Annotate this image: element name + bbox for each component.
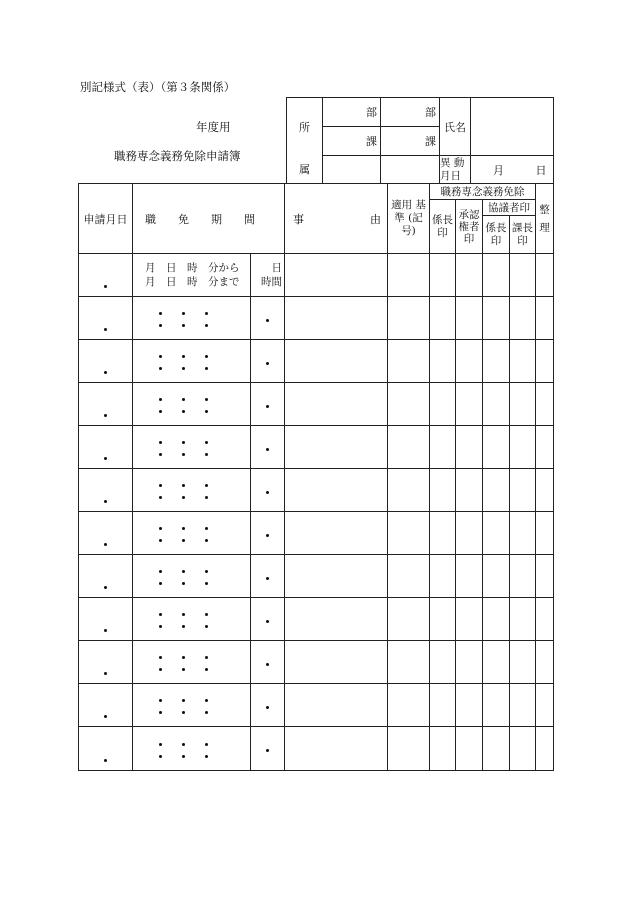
standard-cell[interactable] [388, 340, 430, 383]
approver-seal-cell[interactable] [456, 383, 483, 426]
days-cell[interactable] [251, 512, 285, 555]
approver-seal-cell[interactable] [456, 512, 483, 555]
seiri-cell[interactable] [536, 512, 554, 555]
period-cell[interactable] [133, 727, 251, 771]
approver-seal-cell[interactable] [456, 641, 483, 684]
chief-seal-cell[interactable] [430, 383, 456, 426]
table-row [79, 684, 554, 727]
consult-chief-cell[interactable] [483, 297, 510, 340]
consult-chief-cell[interactable] [483, 598, 510, 641]
consult-section-cell[interactable] [510, 383, 536, 426]
month-label: 月 [493, 163, 504, 177]
date-cell[interactable] [79, 598, 133, 641]
date-cell[interactable] [79, 512, 133, 555]
date-cell[interactable] [79, 426, 133, 469]
chief-seal-cell[interactable] [430, 727, 456, 771]
days-cell[interactable] [251, 469, 285, 512]
table-row [79, 383, 554, 426]
days-cell[interactable] [251, 598, 285, 641]
consult-chief-cell[interactable] [483, 641, 510, 684]
reason-cell[interactable] [285, 727, 388, 771]
date-cell[interactable] [79, 297, 133, 340]
period-cell[interactable] [133, 383, 251, 426]
consult-chief-cell[interactable] [483, 426, 510, 469]
period-cell[interactable] [133, 641, 251, 684]
approver-seal-cell[interactable] [456, 684, 483, 727]
affiliation-box [286, 97, 554, 184]
consult-chief-cell[interactable] [483, 727, 510, 771]
consult-section-cell[interactable] [510, 598, 536, 641]
approver-seal-cell[interactable] [456, 254, 483, 297]
approver-seal-cell[interactable] [456, 426, 483, 469]
approver-seal-cell[interactable] [456, 297, 483, 340]
transfer-date-field[interactable] [471, 156, 554, 184]
reason-cell[interactable] [285, 340, 388, 383]
consult-chief-cell[interactable] [483, 469, 510, 512]
header-seiri: 整 理 [536, 184, 554, 254]
date-cell[interactable] [79, 555, 133, 598]
consult-section-cell[interactable] [510, 340, 536, 383]
seiri-cell[interactable] [536, 727, 554, 771]
seiri-cell[interactable] [536, 641, 554, 684]
standard-cell[interactable] [388, 598, 430, 641]
chief-seal-cell[interactable] [430, 469, 456, 512]
table-row [79, 426, 554, 469]
affiliation-field-1[interactable] [323, 156, 381, 184]
header-date: 申請月日 [79, 184, 133, 254]
date-cell[interactable] [79, 340, 133, 383]
table-row [79, 598, 554, 641]
chief-seal-cell[interactable] [430, 340, 456, 383]
standard-cell[interactable] [388, 297, 430, 340]
reason-cell[interactable] [285, 684, 388, 727]
table-row [79, 512, 554, 555]
chief-seal-cell[interactable] [430, 512, 456, 555]
consult-chief-cell[interactable] [483, 684, 510, 727]
days-cell[interactable] [251, 383, 285, 426]
chief-seal-cell[interactable] [430, 555, 456, 598]
consult-chief-cell[interactable] [483, 512, 510, 555]
consult-section-cell[interactable] [510, 297, 536, 340]
reason-cell[interactable] [285, 297, 388, 340]
days-cell[interactable] [251, 555, 285, 598]
standard-cell[interactable] [388, 727, 430, 771]
table-row [79, 469, 554, 512]
consult-section-cell[interactable] [510, 555, 536, 598]
consult-chief-cell[interactable] [483, 555, 510, 598]
standard-cell[interactable] [388, 684, 430, 727]
bu-cell-1: 部 [323, 98, 381, 127]
period-cell[interactable]: 月 日 時 分から 月 日 時 分まで [133, 254, 251, 297]
chief-seal-cell[interactable] [430, 297, 456, 340]
period-cell[interactable] [133, 469, 251, 512]
standard-cell[interactable] [388, 641, 430, 684]
approver-seal-cell[interactable] [456, 469, 483, 512]
date-cell[interactable] [79, 254, 133, 297]
header-consult-chief: 係長 印 [483, 216, 510, 254]
consult-chief-cell[interactable] [483, 254, 510, 297]
table-row [79, 555, 554, 598]
header-reason [285, 184, 388, 254]
consult-section-cell[interactable] [510, 254, 536, 297]
reason-cell[interactable] [285, 469, 388, 512]
standard-cell[interactable] [388, 426, 430, 469]
reason-cell[interactable] [285, 641, 388, 684]
year-label: 年度用 [196, 120, 231, 134]
days-cell[interactable] [251, 641, 285, 684]
consult-section-cell[interactable] [510, 641, 536, 684]
standard-cell[interactable] [388, 383, 430, 426]
seiri-cell[interactable] [536, 426, 554, 469]
date-cell[interactable] [79, 383, 133, 426]
chief-seal-cell[interactable] [430, 426, 456, 469]
period-cell[interactable] [133, 555, 251, 598]
period-cell[interactable] [133, 684, 251, 727]
seiri-cell[interactable] [536, 297, 554, 340]
table-row [79, 727, 554, 771]
seiri-cell[interactable] [536, 598, 554, 641]
period-cell[interactable] [133, 598, 251, 641]
consult-chief-cell[interactable] [483, 383, 510, 426]
shozoku-label-bottom: 属 [287, 156, 323, 184]
header-consult-group: 協議者印 [483, 200, 536, 216]
days-cell[interactable] [251, 684, 285, 727]
header-reason-left: 事 [293, 212, 304, 226]
approver-seal-cell[interactable] [456, 340, 483, 383]
date-cell[interactable] [79, 641, 133, 684]
header-reason-right: 由 [370, 212, 381, 226]
seiri-cell[interactable] [536, 383, 554, 426]
days-cell[interactable]: 日 時間 [251, 254, 285, 297]
consult-section-cell[interactable] [510, 469, 536, 512]
header-approver-seal: 承認 権者 印 [456, 200, 483, 254]
date-cell[interactable] [79, 469, 133, 512]
standard-cell[interactable] [388, 512, 430, 555]
ka-cell-1: 課 [323, 127, 381, 156]
reason-cell[interactable] [285, 598, 388, 641]
chief-seal-cell[interactable] [430, 254, 456, 297]
header-standard: 適用 基準 (記号) [388, 184, 430, 254]
form-caption: 別記様式（表）（第３条関係） [80, 80, 236, 94]
approver-seal-cell[interactable] [456, 727, 483, 771]
period-cell[interactable] [133, 426, 251, 469]
chief-seal-cell[interactable] [430, 684, 456, 727]
reason-cell[interactable] [285, 383, 388, 426]
header-chief-seal: 係長 印 [430, 200, 456, 254]
date-cell[interactable] [79, 727, 133, 771]
period-cell[interactable] [133, 340, 251, 383]
standard-cell[interactable] [388, 254, 430, 297]
approver-seal-cell[interactable] [456, 555, 483, 598]
days-cell[interactable] [251, 340, 285, 383]
seiri-cell[interactable] [536, 340, 554, 383]
table-row [79, 340, 554, 383]
register-table [78, 183, 554, 771]
seiri-cell[interactable] [536, 684, 554, 727]
consult-section-cell[interactable] [510, 512, 536, 555]
table-row [79, 297, 554, 340]
days-cell[interactable] [251, 426, 285, 469]
approver-seal-cell[interactable] [456, 598, 483, 641]
reason-cell[interactable] [285, 512, 388, 555]
standard-cell[interactable] [388, 469, 430, 512]
seiri-cell[interactable] [536, 469, 554, 512]
register-title: 職務専念義務免除申請簿 [114, 149, 241, 163]
days-cell[interactable] [251, 727, 285, 771]
shozoku-label-top: 所 [287, 98, 323, 156]
chief-seal-cell[interactable] [430, 598, 456, 641]
header-consult-section: 課長 印 [510, 216, 536, 254]
standard-cell[interactable] [388, 555, 430, 598]
name-field[interactable] [471, 98, 554, 156]
bu-cell-2: 部 [381, 98, 440, 127]
seiri-cell[interactable] [536, 254, 554, 297]
consult-section-cell[interactable] [510, 426, 536, 469]
period-cell[interactable] [133, 512, 251, 555]
day-label: 日 [535, 163, 547, 177]
table-row [79, 254, 554, 297]
ka-cell-2: 課 [381, 127, 440, 156]
affiliation-field-2[interactable] [381, 156, 440, 184]
reason-cell[interactable] [285, 426, 388, 469]
consult-chief-cell[interactable] [483, 340, 510, 383]
name-label: 氏名 [440, 98, 471, 156]
header-exemption-group: 職務専念義務免除 [430, 184, 536, 200]
date-cell[interactable] [79, 684, 133, 727]
seiri-cell[interactable] [536, 555, 554, 598]
days-cell[interactable] [251, 297, 285, 340]
reason-cell[interactable] [285, 555, 388, 598]
table-row [79, 641, 554, 684]
reason-cell[interactable] [285, 254, 388, 297]
chief-seal-cell[interactable] [430, 641, 456, 684]
header-period: 職 免 期 間 [133, 184, 285, 254]
consult-section-cell[interactable] [510, 727, 536, 771]
period-cell[interactable] [133, 297, 251, 340]
transfer-date-label: 異 動 月日 [440, 156, 471, 184]
consult-section-cell[interactable] [510, 684, 536, 727]
